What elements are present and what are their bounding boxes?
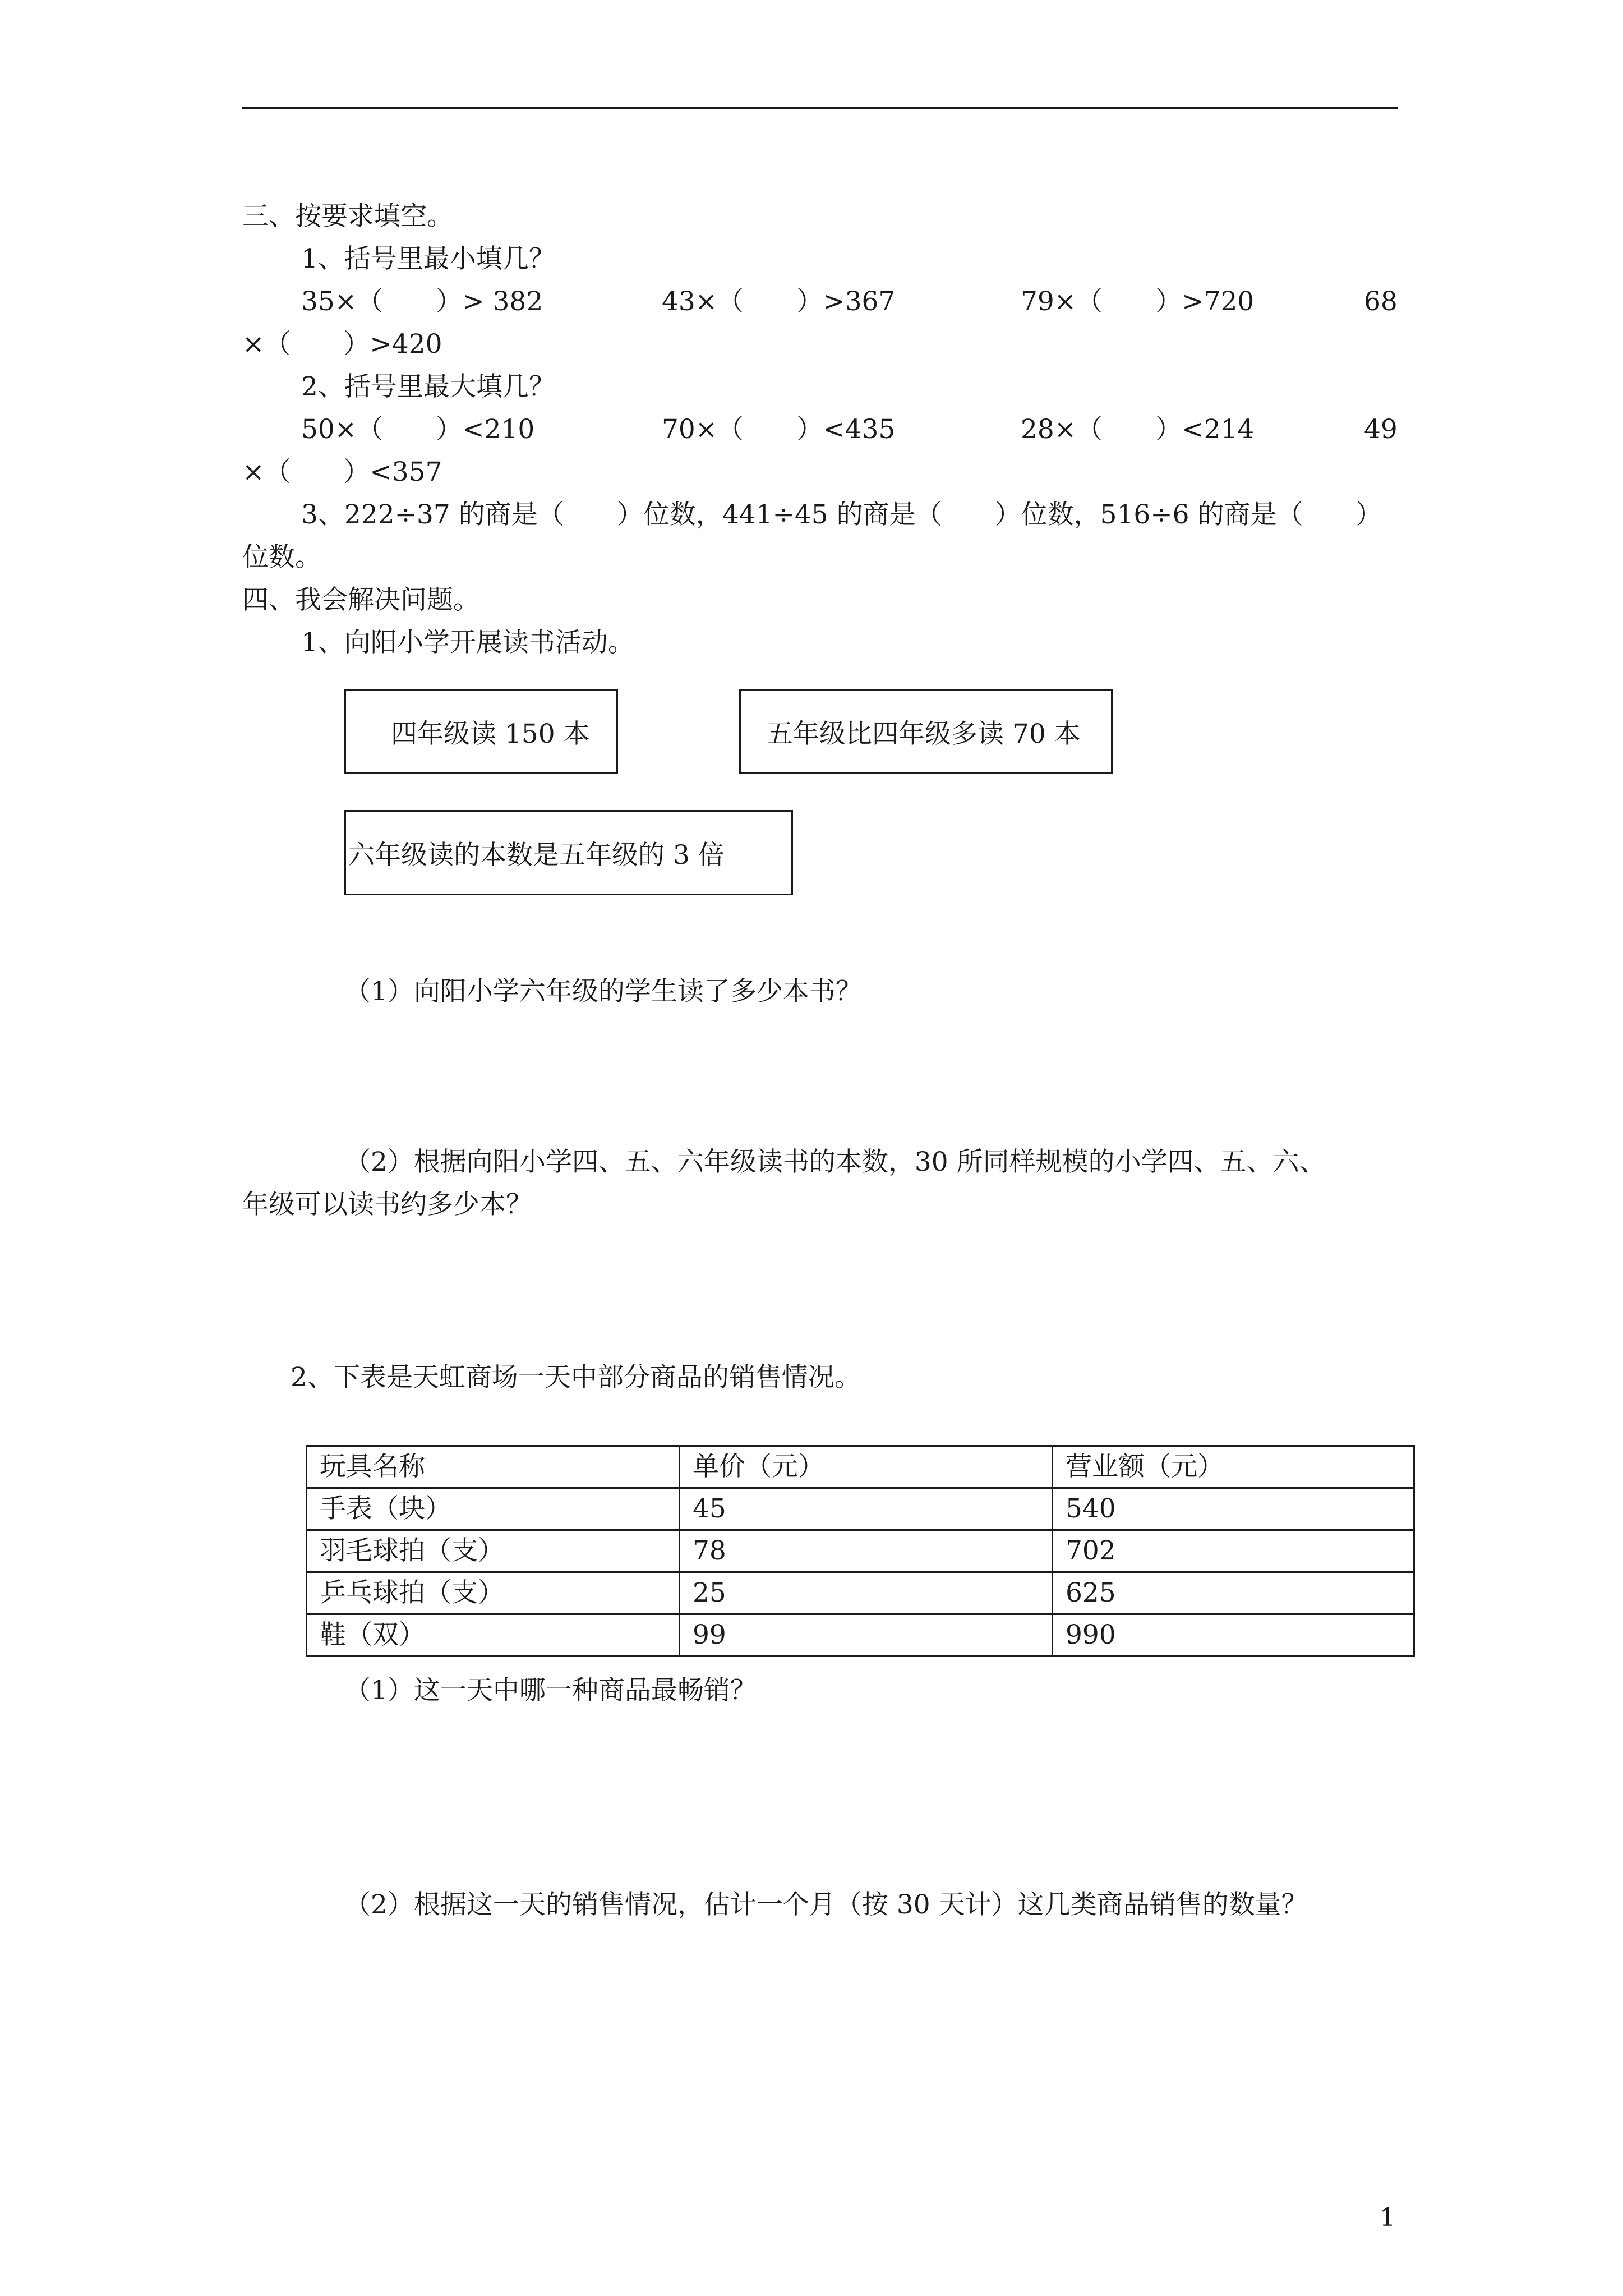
q1-item-4-start: 68 <box>1364 286 1398 317</box>
q3-line1: 3、222÷37 的商是（ ）位数，441÷45 的商是（ ）位数，516÷6 的商是（ ） <box>301 499 1382 530</box>
sales-table <box>306 1445 1415 1657</box>
table-cell: 99 <box>680 1614 1053 1657</box>
table-header-cell: 单价（元） <box>680 1446 1053 1488</box>
q2-item-4-end: ×（ ）<357 <box>242 457 442 487</box>
header-rule <box>242 107 1398 109</box>
table-cell: 25 <box>680 1572 1053 1614</box>
q1-title: 1、括号里最小填几？ <box>301 243 555 274</box>
q1-item-3: 79×（ ）>720 <box>1021 286 1255 317</box>
table-row <box>307 1572 1414 1614</box>
problem1-sub1: （1）向阳小学六年级的学生读了多少本书？ <box>344 976 862 1007</box>
grade4-box-text: 四年级读 150 本 <box>391 718 590 749</box>
table-cell: 手表（块） <box>307 1488 680 1530</box>
q2-title: 2、括号里最大填几？ <box>301 371 555 402</box>
table-cell: 乒乓球拍（支） <box>307 1572 680 1614</box>
q1-item-1: 35×（ ）> 382 <box>301 286 543 317</box>
table-cell: 625 <box>1053 1572 1414 1614</box>
q3-line2: 位数。 <box>242 542 321 573</box>
page-number: 1 <box>1380 2203 1395 2232</box>
table-cell: 540 <box>1053 1488 1414 1530</box>
table-row <box>307 1530 1414 1572</box>
grade5-box <box>739 689 1113 774</box>
q2-item-3: 28×（ ）<214 <box>1021 414 1255 445</box>
grade6-box-text: 六年级读的本数是五年级的 3 倍 <box>348 839 725 871</box>
grade4-box <box>344 689 618 774</box>
q2-item-4-start: 49 <box>1364 414 1398 445</box>
q2-item-2: 70×（ ）<435 <box>662 414 896 445</box>
problem1-sub2-line1: （2）根据向阳小学四、五、六年级读书的本数，30 所同样规模的小学四、五、六、 <box>344 1147 1326 1177</box>
problem2-sub2: （2）根据这一天的销售情况，估计一个月（按 30 天计）这几类商品销售的数量？ <box>344 1889 1308 1920</box>
problem2-title: 2、下表是天虹商场一天中部分商品的销售情况。 <box>291 1362 861 1393</box>
problem1-sub2-line2: 年级可以读书约多少本？ <box>242 1189 532 1220</box>
section3-heading: 三、按要求填空。 <box>242 201 453 232</box>
grade6-box <box>344 810 793 895</box>
table-cell: 羽毛球拍（支） <box>307 1530 680 1572</box>
table-cell: 鞋（双） <box>307 1614 680 1657</box>
table-header-cell: 营业额（元） <box>1053 1446 1414 1488</box>
problem1-title: 1、向阳小学开展读书活动。 <box>301 627 634 658</box>
table-header-row <box>307 1446 1414 1488</box>
table-cell: 78 <box>680 1530 1053 1572</box>
table-row <box>307 1488 1414 1530</box>
table-cell: 702 <box>1053 1530 1414 1572</box>
grade5-box-text: 五年级比四年级多读 70 本 <box>767 718 1081 749</box>
table-cell: 45 <box>680 1488 1053 1530</box>
table-header-cell: 玩具名称 <box>307 1446 680 1488</box>
q1-item-2: 43×（ ）>367 <box>662 286 896 317</box>
problem2-sub1: （1）这一天中哪一种商品最畅销？ <box>344 1675 757 1706</box>
table-row <box>307 1614 1414 1657</box>
table-cell: 990 <box>1053 1614 1414 1657</box>
q1-item-4-end: ×（ ）>420 <box>242 329 442 360</box>
q2-item-1: 50×（ ）<210 <box>301 414 535 445</box>
section4-heading: 四、我会解决问题。 <box>242 585 479 615</box>
